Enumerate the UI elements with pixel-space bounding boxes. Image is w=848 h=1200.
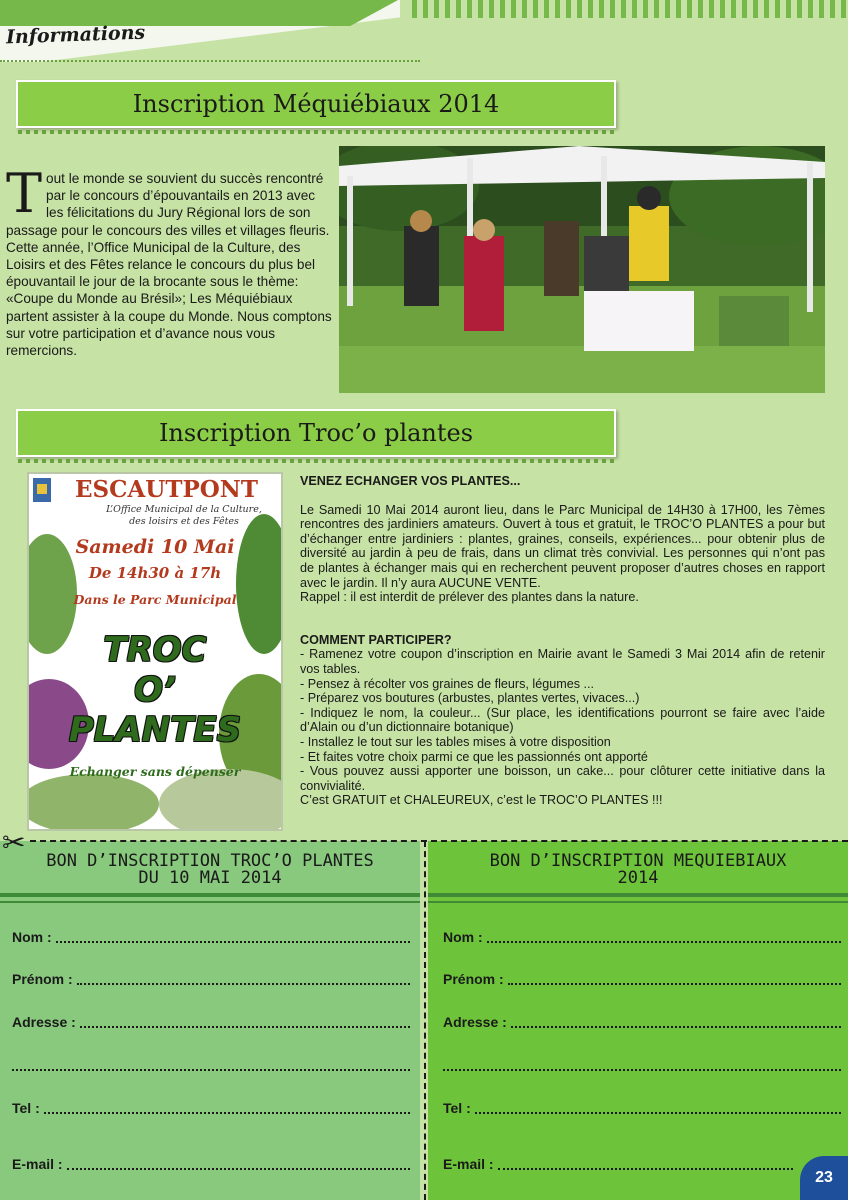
email-field[interactable] (443, 1156, 793, 1172)
nom-field[interactable] (443, 929, 841, 945)
field-label: Prénom : (443, 971, 504, 987)
paragraph-rappel: Rappel : il est interdit de prélever des plantes dans la nature. (300, 590, 639, 605)
email-field[interactable] (12, 1156, 410, 1172)
list-item: - Préparez vos boutures (arbustes, plantes vertes, vivaces...) (300, 691, 640, 706)
cut-line (30, 840, 848, 842)
list-item: - Pensez à récolter vos graines de fleurs, légumes ... (300, 676, 594, 691)
heading-comment: COMMENT PARTICIPER? (300, 632, 452, 647)
banner-title: Inscription Méquiébiaux 2014 (132, 90, 500, 118)
list-item: - Indiquez le nom, la couleur... (Sur place, les identifications pourront se faire avec l’aide d’Alain ou d’un dictionnaire botanique) (300, 705, 825, 735)
heading-venez: VENEZ ECHANGER VOS PLANTES... (300, 474, 521, 488)
field-label: Prénom : (12, 971, 73, 987)
poster-big-o: O’ (134, 670, 176, 710)
coupon-title-line1: BON D’INSCRIPTION TROC’O PLANTES (46, 851, 374, 871)
header-dotted-line (0, 60, 420, 62)
field-label: Adresse : (443, 1014, 507, 1030)
section-label: Informations (5, 21, 146, 49)
intro-paragraph (6, 162, 336, 359)
adresse-line2-field[interactable] (443, 1057, 841, 1071)
field-label: Tel : (12, 1100, 40, 1116)
troc-o-plantes-text (300, 474, 825, 808)
header-stripes (412, 0, 848, 18)
prenom-field[interactable] (12, 971, 410, 987)
banner-mequiebiaux (16, 80, 616, 128)
tel-field[interactable] (12, 1100, 410, 1116)
field-label: E-mail : (443, 1156, 494, 1172)
nom-field[interactable] (12, 929, 410, 945)
field-label: Tel : (443, 1100, 471, 1116)
poster-time: De 14h30 à 17h (88, 564, 222, 582)
adresse-field[interactable] (443, 1014, 841, 1030)
adresse-line2-field[interactable] (12, 1057, 410, 1071)
dropcap: T (6, 162, 43, 225)
coupon-mequiebiaux (428, 841, 848, 1200)
header-band (0, 0, 398, 26)
coupon-title (0, 853, 420, 887)
field-label: Adresse : (12, 1014, 76, 1030)
prenom-field[interactable] (443, 971, 841, 987)
coupon-title (428, 853, 848, 887)
banner-title: Inscription Troc’o plantes (158, 419, 474, 447)
field-label: Nom : (443, 929, 483, 945)
tel-field[interactable] (443, 1100, 841, 1116)
page-number: 23 (815, 1169, 833, 1186)
poster-slogan: Echanger sans dépenser (69, 764, 241, 779)
poster-date: Samedi 10 Mai (75, 536, 235, 558)
closing-line: C’est GRATUIT et CHALEUREUX, c’est le TROC’O PLANTES !!! (300, 793, 663, 808)
coupon-troc-o-plantes (0, 841, 420, 1200)
coupon-divider (424, 841, 426, 1200)
list-item: - Installez le tout sur les tables mises à votre disposition (300, 734, 611, 749)
list-item: - Vous pouvez aussi apporter une boisson, un cake... pour clôturer cette initiative dans la convivialité. (300, 764, 825, 793)
poster-town: ESCAUTPONT (75, 476, 258, 503)
field-label: E-mail : (12, 1156, 63, 1172)
paragraph-event: Le Samedi 10 Mai 2014 auront lieu, dans le Parc Municipal de 14H30 à 17H00, les 7èmes rencontres des jardiniers amateurs. Ouvert à tous et gratuit, le TROC’O PLANTES a pour but d’échanger entre jardiniers : plantes, graines, conseils, expériences... pour obtenir plus de diversité au jardin à peu de frais, dans un climat très convivial. Les personnes qui n’ont pas de plantes à échanger mais qui en recherchent peuvent proposer d’autres choses en rapport avec le jardin. Il n’y aura AUCUNE VENTE. (300, 502, 825, 590)
banner-troc-o-plantes (16, 409, 616, 457)
poster-big-plantes: PLANTES (68, 710, 242, 750)
adresse-field[interactable] (12, 1014, 410, 1030)
poster-office-line1: L’Office Municipal de la Culture, (106, 504, 262, 515)
coupon-title-line1: BON D’INSCRIPTION MEQUIEBIAUX (489, 851, 787, 871)
poster-office-line2: des loisirs et des Fêtes (129, 516, 239, 527)
poster-place: Dans le Parc Municipal (73, 592, 237, 607)
troc-o-plantes-poster (27, 472, 283, 831)
field-label: Nom : (12, 929, 52, 945)
poster-big-troc: TROC (103, 630, 207, 670)
list-item: - Et faites votre choix parmi ce que les passionnés ont apporté (300, 749, 648, 764)
page-number-badge (800, 1156, 848, 1200)
intro-text: out le monde se souvient du succès rencontré par le concours d’épouvantails en 2013 avec les félicitations du Jury Régional lors de son passage pour le concours des villes et villages fleuris. Cette année, l’Office Municipal de la Culture, des Loisirs et des Fêtes relance le concours du plus bel épouvantail le jour de la brocante sous le thème: «Coupe du Monde au Brésil»; Les Méquiébiaux partent assister à la coupe du Monde. Nous comptons sur votre participation et d’avance nous vous remercions. (6, 171, 332, 359)
coupon-title-line2: 2014 (617, 868, 659, 888)
scissors-icon: ✂ (2, 827, 26, 858)
list-item: - Ramenez votre coupon d’inscription en Mairie avant le Samedi 3 Mai 2014 afin de retenir vos tables. (300, 647, 825, 676)
scarecrow-photo (339, 146, 825, 393)
coupon-title-line2: DU 10 MAI 2014 (138, 868, 282, 888)
